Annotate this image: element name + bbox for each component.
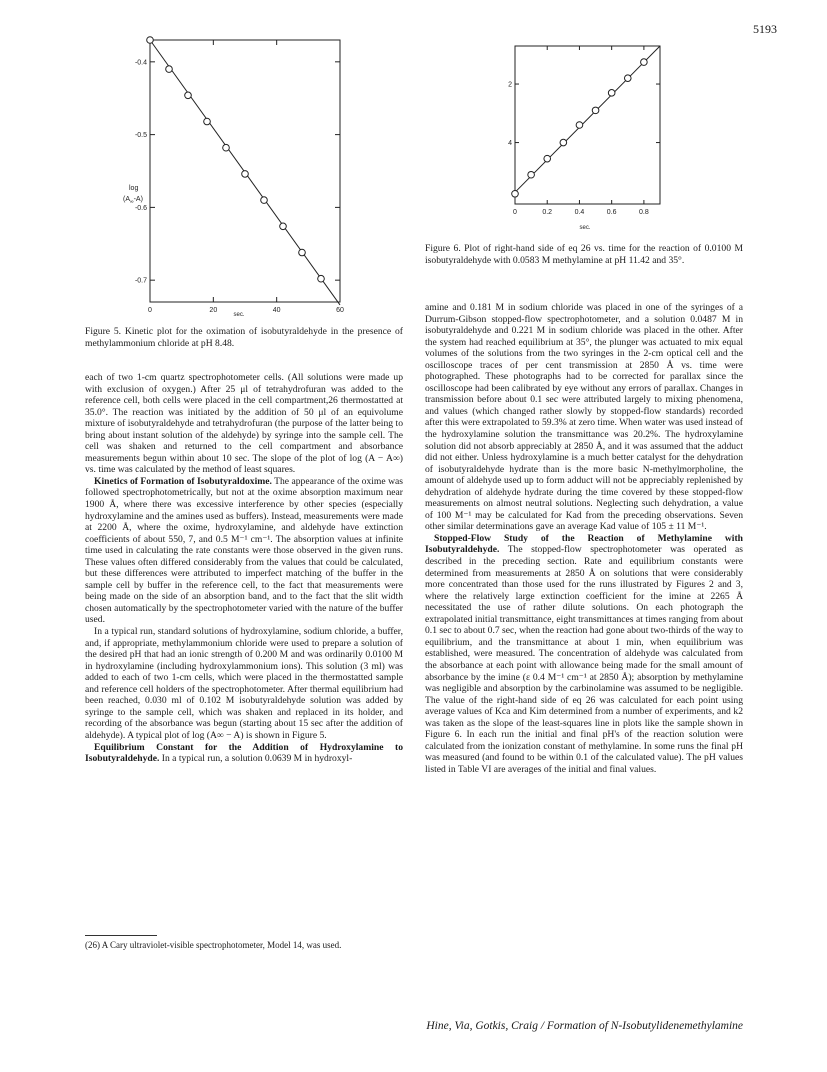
x-tick-label: 0.4 xyxy=(574,209,585,216)
data-point xyxy=(560,139,567,146)
x-tick-label: 0.8 xyxy=(639,209,649,216)
y-tick-label: 2 xyxy=(508,81,512,89)
figure-6-chart xyxy=(490,36,680,236)
footnote-rule xyxy=(85,935,157,936)
fig5-xlabel: sec. xyxy=(233,312,245,318)
paragraph: amine and 0.181 M in sodium chloride was placed in one of the syringes of a Durrum-Gibson stopped-flow spectrophotometer, and a solution 0.0487 M in isobutyraldehyde and 0.221 M in sodium chloride was placed in the other. After the system had reached equilibrium at 35°, the plunger was actuated to mix equal volumes of the solutions from the two syringes in the 2-cm optical cell and the oscilloscope traces of per cent transmission at 2850 Å vs. time were photographed. These photographs had to be corrected for parallax since the oscilloscope had been calibrated by eye without any errors of parallax. Changes in transmission before about 0.1 sec were attributed largely to mixing phenomena, and values (which changed rather slowly by stopped-flow standards) recorded after this were extrapolated to 59.3% at zero time. When water was used instead of the hydroxylamine solution the transmittance was 20.2%. The hydroxylamine solution did not absorb appreciably at 2850 Å, and it was assumed that the adduct did not either. Unless hydroxylamine is a much better catalyst for the dehydration of isobutyraldehyde hydrate than is the more basic N-methylmorpholine, the amount of aldehyde used up to form adduct will not be appreciably replenished by dehydration of aldehyde hydrate during the time covered by these stopped-flow measurements on almost neutral solutions. Neglecting such dehydration, a value of 100 M⁻¹ may be calculated for Kad from the preceding observations. Seven other similar determinations gave an average Kad value of 105 ± 11 M⁻¹. xyxy=(425,302,743,533)
x-tick-label: 20 xyxy=(209,307,218,314)
data-point xyxy=(512,190,519,197)
section-heading: Stopped-Flow Study of the Reaction of Methylamine with Isobutyraldehyde. xyxy=(425,532,743,556)
y-tick-label: -0.5 xyxy=(134,132,147,140)
x-tick-label: 40 xyxy=(272,307,281,314)
figure-5-chart xyxy=(85,20,345,320)
x-tick-label: 0.2 xyxy=(542,209,553,216)
data-point xyxy=(608,90,615,97)
running-footer: Hine, Via, Gotkis, Craig / Formation of N-Isobutylidenemethylamine xyxy=(426,1020,743,1032)
x-tick-label: 0 xyxy=(513,209,517,216)
data-point xyxy=(299,249,306,256)
y-tick-label: -0.6 xyxy=(134,204,147,212)
figure-6-caption: Figure 6. Plot of right-hand side of eq 26 vs. time for the reaction of 0.0100 M isobutyraldehyde with 0.0583 M methylamine at pH 11.42 and 35°. xyxy=(425,243,743,266)
paragraph: each of two 1-cm quartz spectrophotometer cells. (All solutions were made up with exclusion of oxygen.) After 25 μl of tetrahydrofuran was added to the reference cell, both cells were placed in the cell compartment,26 thermostatted at 35.0°. The reaction was initiated by the addition of 50 μl of an equivolume mixture of isobutyraldehyde and tetrahydrofuran (the purpose of the latter being to bring about instant solution of the aldehyde) by syringe into the sample cell. The cell was shaken and returned to the cell compartment and absorbance measurements begun within about 10 sec. The slope of the plot of log (A − A∞) vs. time was calculated by the method of least squares. xyxy=(85,372,403,476)
data-point xyxy=(280,223,287,230)
x-tick-label: 0 xyxy=(148,307,152,314)
fig6-xlabel: sec. xyxy=(579,225,591,231)
paragraph: Equilibrium Constant for the Addition of Hydroxylamine to Isobutyraldehyde. In a typical run, a solution 0.0639 M in hydroxyl- xyxy=(85,741,403,765)
fig5-ylabel-log: log xyxy=(129,185,139,192)
data-point xyxy=(528,171,535,178)
data-point xyxy=(223,144,230,151)
left-column xyxy=(85,372,403,765)
paragraph: In a typical run, standard solutions of hydroxylamine, sodium chloride, a buffer, and, if appropriate, methylammonium chloride were used to prepare a solution of the desired pH that had an ionic strength of 0.200 M and was ordinarily 0.0100 M in hydroxylamine (including hydroxylammonium ions). This solution (3 ml) was added to each of two 1-cm cells, which were placed in the thermostatted sample and reference cell holders of the spectrophotometer. After thermal equilibrium had been reached, 0.030 ml of 0.102 M isobutyraldehyde solution was added by syringe to the sample cell, which was shaken and replaced in its holder, and recording of the absorbance was begun (starting about 15 sec after the addition of aldehyde). A typical plot of log (A∞ − A) is shown in Figure 5. xyxy=(85,626,403,741)
page-number: 5193 xyxy=(753,22,777,36)
fig5-ylabel-expr: $(A_\infty-A)$ xyxy=(123,196,143,205)
y-tick-label: 4 xyxy=(508,140,512,148)
fig6-frame xyxy=(515,46,660,204)
data-point xyxy=(147,37,154,44)
data-point xyxy=(242,171,249,178)
fit-line xyxy=(515,46,660,192)
data-point xyxy=(204,118,211,125)
x-tick-label: 0.6 xyxy=(606,209,617,216)
data-point xyxy=(544,155,551,162)
section-heading: Kinetics of Formation of Isobutyraldoxime. xyxy=(94,475,272,487)
x-tick-label: 60 xyxy=(336,307,344,314)
data-point xyxy=(592,107,599,114)
data-point xyxy=(624,75,631,82)
data-point xyxy=(261,197,268,204)
data-point xyxy=(318,275,325,282)
data-point xyxy=(576,122,583,129)
data-point xyxy=(641,59,648,66)
data-point xyxy=(185,92,192,99)
right-column xyxy=(425,302,743,775)
y-tick-label: -0.4 xyxy=(134,59,147,67)
section-heading: Equilibrium Constant for the Addition of Hydroxylamine to Isobutyraldehyde. xyxy=(85,741,403,765)
figure-5-caption: Figure 5. Kinetic plot for the oximation of isobutyraldehyde in the presence of methylammonium chloride at pH 8.48. xyxy=(85,326,403,349)
y-tick-label: -0.7 xyxy=(134,277,147,285)
paragraph: Kinetics of Formation of Isobutyraldoxime. The appearance of the oxime was followed spectrophotometrically, but not at the oxime absorption maximum near 1900 Å, where there was excessive interference by other species (especially hydroxylamine and the amines used as buffers). Instead, measurements were made at 2200 Å, where the oxime, hydroxylamine, and aldehyde have extinction coefficients of about 550, 7, and 0.5 M⁻¹ cm⁻¹. The absorption values at infinite time used in calculating the rate constants were those observed in the given runs. These values often differed considerably from the values that could be calculated, but these differences were attributed to imperfect matching of the buffer in the sample cell by buffer in the reference cell, to the fact that measurements were being made on the side of an absorption band, and to the fact that the slit width chosen automatically by the spectrophotometer varied with the nature of the buffer used. xyxy=(85,475,403,626)
paragraph: Stopped-Flow Study of the Reaction of Methylamine with Isobutyraldehyde. The stopped-flow spectrophotometer was operated as described in the preceding section. Rate and equilibrium constants were determined from measurements at 2850 Å on solutions that were considerably more concentrated than those used for the runs illustrated by Figures 2 and 3, where the relatively large extinction coefficient for the imine at 2265 Å necessitated the use of rather dilute solutions. On each photograph the extrapolated initial transmittance, eight transmittances at times ranging from about 0.1 sec to about 0.7 sec, when the reaction had gone about two-thirds of the way to equilibrium, and the transmittance at about 1 min, when equilibrium was established, were measured. The concentration of aldehyde was calculated from the absorbance at each point with allowance being made for the small amount of absorbance by the imine (ε 0.4 M⁻¹ cm⁻¹ at 2850 Å); absorption by methylamine was negligible and absorption by the carbinolamine was assumed to be negligible. The value of the right-hand side of eq 26 was calculated for each point using average values of Kca and Kim determined from a number of experiments, and k2 was taken as the slope of the least-squares line in plots like the sample shown in Figure 6. In each run the initial and final pH's of the reaction solution were calculated from the ionization constant of methylamine. In some runs the final pH was measured (and found to be within 0.1 of the calculated value). The pH values listed in Table VI are averages of the initial and final values. xyxy=(425,532,743,775)
data-point xyxy=(166,66,173,73)
footnote: (26) A Cary ultraviolet-visible spectrophotometer, Model 14, was used. xyxy=(85,940,342,950)
